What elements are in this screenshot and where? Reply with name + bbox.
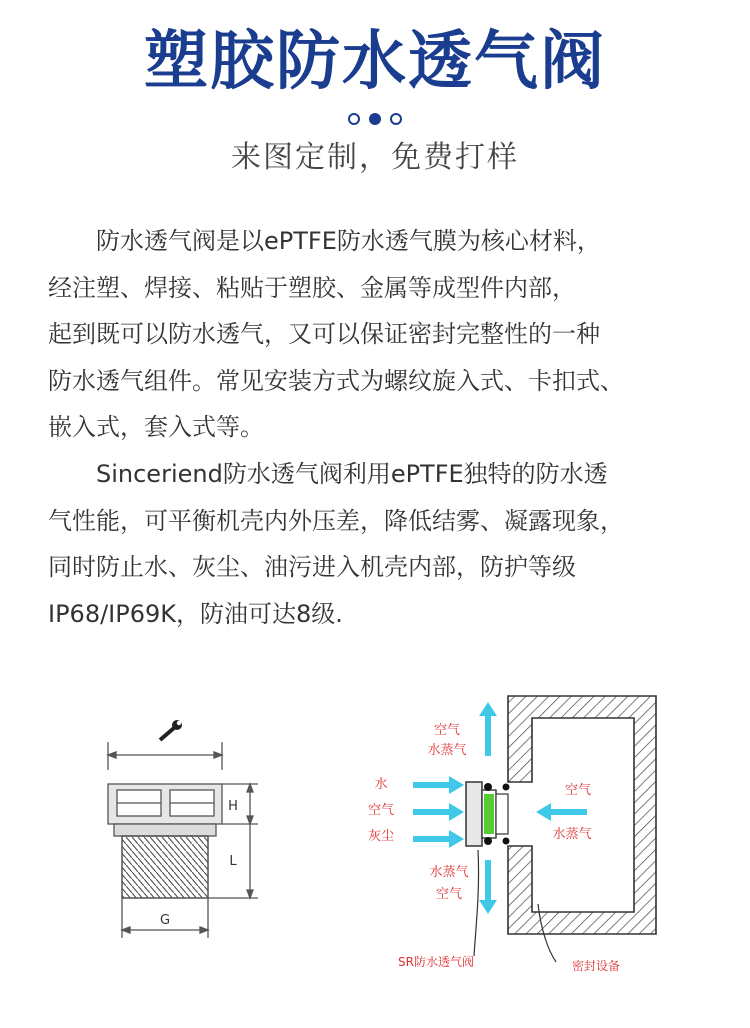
dim-l-label: L	[229, 854, 237, 869]
arrow-down-icon	[479, 860, 497, 914]
diagram	[0, 690, 750, 990]
arrow-right-icon	[413, 830, 464, 848]
waterproof-vent-valve	[466, 782, 510, 846]
label-air-top: 空气	[433, 723, 461, 738]
paragraph-line: 气性能，可平衡机壳内外压差，降低结雾、凝露现象，	[48, 506, 624, 535]
paragraph-line: IP68/IP69K，防油可达8级.	[48, 599, 343, 628]
label-dust: 灰尘	[367, 829, 395, 844]
dim-g-label: G	[159, 913, 171, 928]
arrow-right-icon	[413, 776, 464, 794]
dot-empty-right	[390, 113, 402, 125]
arrow-up-icon	[479, 702, 497, 756]
label-vapor-top: 水蒸气	[427, 743, 467, 758]
carousel-dots	[0, 113, 750, 125]
paragraph-line: Sinceriend防水透气阀利用ePTFE独特的防水透	[48, 460, 608, 488]
caption-sealed-device: 密封设备	[571, 959, 621, 973]
subtitle: 来图定制，免费打样	[231, 140, 519, 175]
label-vapor-inner: 水蒸气	[552, 827, 592, 842]
intro-paragraph	[48, 218, 718, 451]
paragraph-line: 同时防止水、灰尘、油污进入机壳内部，防护等级	[48, 553, 576, 581]
label-air-left: 空气	[367, 803, 395, 818]
label-water: 水	[374, 777, 388, 792]
wrench-icon	[160, 720, 182, 740]
label-air-inner: 空气	[564, 783, 592, 798]
label-vapor-bottom: 水蒸气	[429, 865, 469, 880]
paragraph-line: 起到既可以防水透气，又可以保证密封完整性的一种	[48, 320, 600, 348]
arrow-right-icon	[413, 803, 464, 821]
page-title: 塑胶防水透气阀	[144, 25, 606, 99]
feature-paragraph	[48, 451, 718, 637]
paragraph-line: 防水透气组件。常见安装方式为螺纹旋入式、卡扣式、	[48, 366, 624, 395]
dim-h-label: H	[228, 799, 238, 814]
dot-filled	[369, 113, 381, 125]
caption-vent-valve: SR防水透气阀	[398, 955, 474, 969]
paragraph-line: 嵌入式，套入式等。	[48, 413, 264, 441]
label-air-bottom: 空气	[435, 887, 463, 902]
paragraph-line: 防水透气阀是以ePTFE防水透气膜为核心材料，	[48, 227, 601, 255]
dot-empty-left	[348, 113, 360, 125]
paragraph-line: 经注塑、焊接、粘贴于塑胶、金属等成型件内部，	[48, 273, 576, 302]
valve-dimension-drawing	[108, 720, 258, 938]
arrow-left-icon	[536, 803, 587, 821]
